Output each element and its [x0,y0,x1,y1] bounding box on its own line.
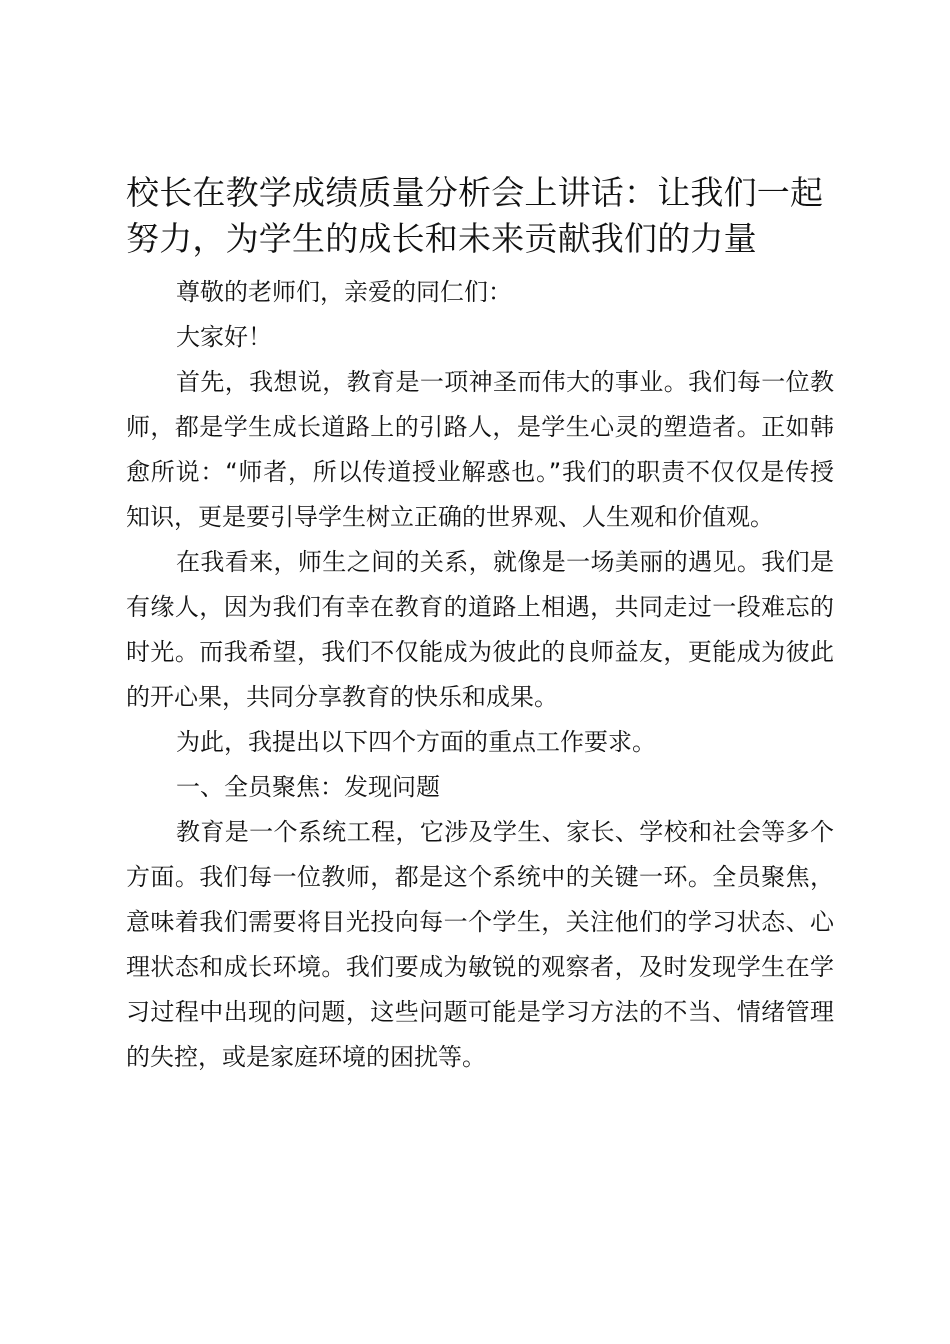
greeting-salutation: 尊敬的老师们，亲爱的同仁们： [176,278,512,306]
document-title: 校长在教学成绩质量分析会上讲话：让我们一起努力，为学生的成长和未来贡献我们的力量 [126,173,824,258]
paragraph-section-1-body: 教育是一个系统工程，它涉及学生、家长、学校和社会等多个方面。我们每一位教师，都是这个系统中的关键一环。全员聚焦，意味着我们需要将目光投向每一个学生，关注他们的学习状态、心理状态和成长环境。我们要成为敏锐的观察者，及时发现学生在学习过程中出现的问题，这些问题可能是学习方法的不当、情绪管理的失控，或是家庭环境的困扰等。 [126,818,834,1071]
greeting-hello: 大家好！ [176,323,272,351]
document-body [126,170,834,1080]
paragraph-education-mission: 首先，我想说，教育是一项神圣而伟大的事业。我们每一位教师，都是学生成长道路上的引路人，是学生心灵的塑造者。正如韩愈所说：“师者，所以传道授业解惑也。”我们的职责不仅仅是传授知识，更是要引导学生树立正确的世界观、人生观和价值观。 [126,368,834,531]
paragraph-teacher-student-relationship: 在我看来，师生之间的关系，就像是一场美丽的遇见。我们是有缘人，因为我们有幸在教育的道路上相遇，共同走过一段难忘的时光。而我希望，我们不仅能成为彼此的良师益友，更能成为彼此的开心果，共同分享教育的快乐和成果。 [126,548,834,711]
section-heading-1: 一、全员聚焦：发现问题 [176,773,440,801]
paragraph-work-requirements-intro: 为此，我提出以下四个方面的重点工作要求。 [176,728,656,756]
